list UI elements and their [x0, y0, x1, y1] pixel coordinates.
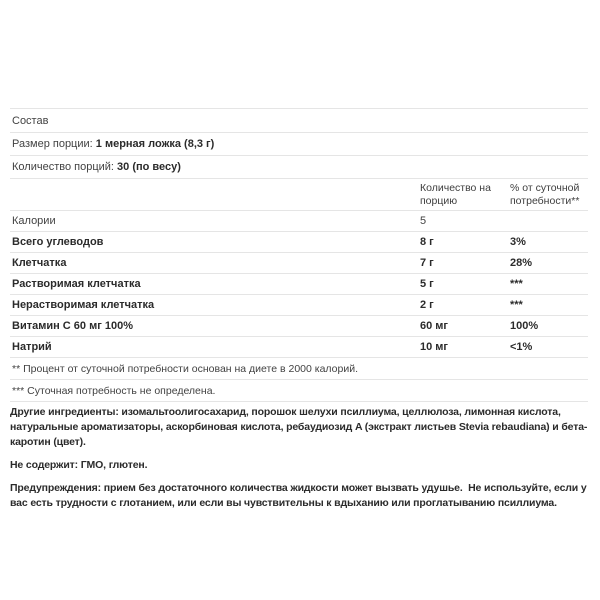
nutrient-dv: 100% [510, 320, 539, 332]
other-ingredients-paragraph: Другие ингредиенты: изомальтоолигосахарид, порошок шелухи псиллиума, целлюлоза, лимонная кислота, натуральные ароматизаторы, аскорбиновая кислота, ребаудиозид A (экстракт листьев Stevia rebaudiana) и бета-каротин (цвет). [10, 406, 588, 448]
nutrient-amount: 60 мг [420, 320, 449, 332]
servings-per-container-value: 30 (по весу) [117, 161, 181, 173]
footnote-text: ** Процент от суточной потребности основан на диете в 2000 калорий. [12, 362, 358, 375]
nutrient-name: Всего углеводов [12, 236, 104, 248]
footnote-daily-value [10, 358, 588, 380]
nutrient-amount: 2 г [420, 299, 434, 311]
nutrient-row-calories [10, 211, 588, 232]
nutrient-row-vitamin-c [10, 316, 588, 337]
servings-per-container-label: Количество порций: [12, 161, 118, 173]
nutrient-name: Калории [12, 215, 56, 227]
nutrient-name: Натрий [12, 341, 52, 353]
nutrient-name: Витамин C 60 мг 100% [12, 320, 134, 332]
footnote-dv-not-established [10, 380, 588, 402]
nutrient-amount: 10 мг [420, 341, 449, 353]
nutrient-dv: *** [510, 278, 523, 290]
row-serving-size [10, 133, 588, 156]
row-composition [10, 109, 588, 133]
nutrient-name: Клетчатка [12, 257, 67, 269]
nutrient-row-total-carbs [10, 232, 588, 253]
nutrient-amount: 7 г [420, 257, 434, 269]
nutrient-name: Нерастворимая клетчатка [12, 299, 155, 311]
nutrient-name: Растворимая клетчатка [12, 278, 141, 290]
header-amount-per-serving: Количество на порцию [420, 181, 491, 207]
nutrient-dv: <1% [510, 341, 533, 353]
nutrient-amount: 5 [420, 215, 427, 227]
composition-label: Состав [12, 114, 49, 127]
table-header-row [10, 179, 588, 211]
label-paragraphs [10, 405, 590, 519]
nutrient-row-soluble-fiber [10, 274, 588, 295]
serving-size-label: Размер порции: [12, 138, 96, 150]
header-daily-value: % от суточной потребности** [510, 181, 580, 207]
free-of-paragraph: Не содержит: ГМО, глютен. [10, 459, 148, 471]
nutrient-row-fiber [10, 253, 588, 274]
nutrient-dv: 28% [510, 257, 533, 269]
nutrient-dv: 3% [510, 236, 526, 248]
serving-size-value: 1 мерная ложка (8,3 г) [95, 138, 215, 150]
nutrient-row-insoluble-fiber [10, 295, 588, 316]
nutrient-row-sodium [10, 337, 588, 358]
nutrient-amount: 8 г [420, 236, 434, 248]
warnings-paragraph: Предупреждения: прием без достаточного количества жидкости может вызвать удушье. Не используйте, если у вас есть трудности с глотанием, или если вы чувствительны к вдыханию или проглатыванию псиллиума. [10, 482, 590, 509]
nutrient-dv: *** [510, 299, 523, 311]
supplement-facts-table [10, 108, 588, 402]
nutrient-amount: 5 г [420, 278, 434, 290]
row-servings-per-container [10, 156, 588, 179]
footnote-text: *** Суточная потребность не определена. [12, 384, 216, 397]
